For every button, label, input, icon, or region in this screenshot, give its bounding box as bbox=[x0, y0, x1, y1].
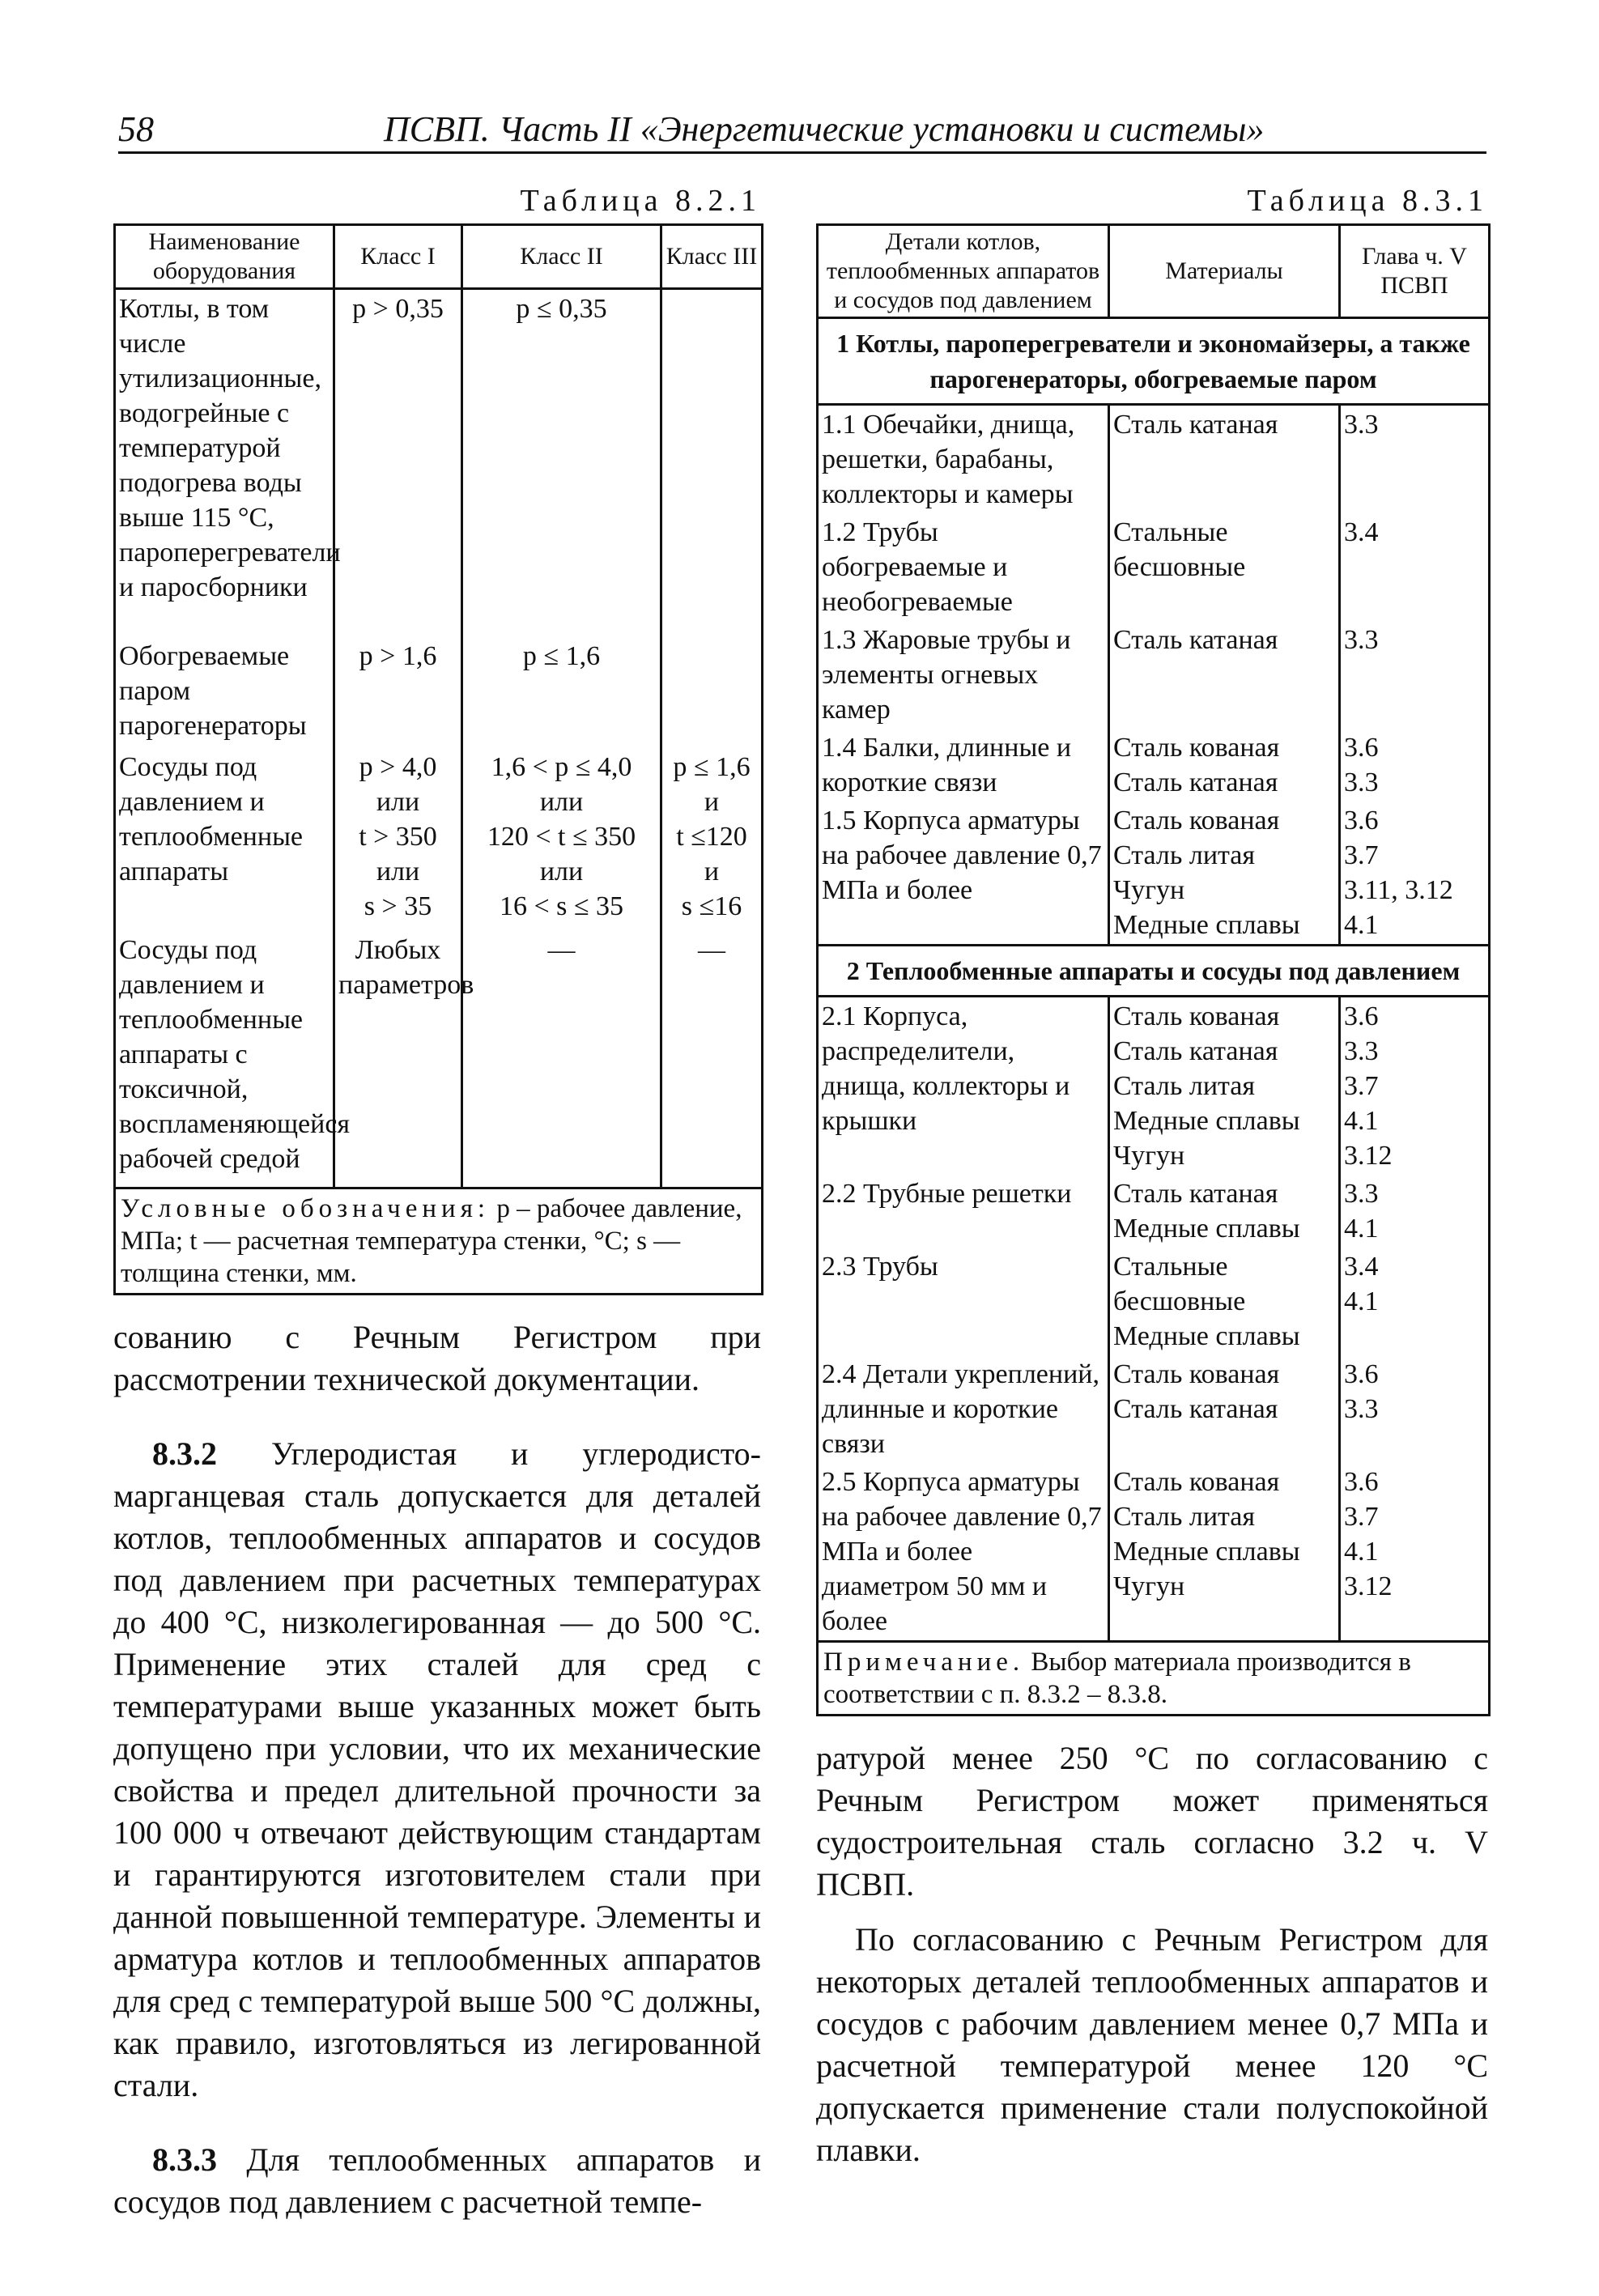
equipment-cell: Сосуды под давлением и теплообменные аппараты bbox=[115, 748, 334, 931]
section-title: 2 Теплообменные аппараты и сосуды под давлением bbox=[818, 946, 1490, 997]
table-header-cell: Глава ч. V ПСВП bbox=[1340, 225, 1490, 318]
table-8-2-1 bbox=[113, 223, 763, 1295]
clause-number: 8.3.2 bbox=[152, 1435, 217, 1472]
class-cell: p > 1,6 bbox=[334, 637, 462, 748]
table-row bbox=[115, 931, 763, 1188]
table-row bbox=[818, 405, 1490, 514]
note-label: Примечание. bbox=[823, 1648, 1025, 1677]
material-cell: Стальные бесшовные bbox=[1109, 513, 1340, 621]
table-row bbox=[818, 1355, 1490, 1463]
table-8-2-1-caption: Таблица 8.2.1 bbox=[520, 184, 761, 218]
table-row bbox=[115, 748, 763, 931]
class-cell: 1,6 < p ≤ 4,0 или 120 < t ≤ 350 или 16 < s ≤ 35 bbox=[462, 748, 661, 931]
legend-label: Условные обозначения: bbox=[121, 1194, 491, 1223]
table-row bbox=[115, 289, 763, 638]
chapter-cell: 3.3 4.1 bbox=[1340, 1175, 1490, 1248]
part-cell: 1.2 Трубы обогреваемые и необогреваемые bbox=[818, 513, 1109, 621]
material-cell: Стальные бесшовные Медные сплавы bbox=[1109, 1248, 1340, 1355]
chapter-cell: 3.6 3.7 4.1 3.12 bbox=[1340, 1463, 1490, 1642]
note-text: Выбор материала производится в соответствии с п. 8.3.2 – 8.3.8. bbox=[823, 1648, 1411, 1709]
chapter-cell: 3.6 3.3 bbox=[1340, 729, 1490, 801]
table-note-row bbox=[818, 1642, 1490, 1716]
table-row bbox=[818, 729, 1490, 801]
clause-text: Углеродистая и углеродисто-марганцевая сталь допускается для деталей котлов, теплообменных аппаратов и сосудов под давлением при расчетных температурах до 400 °С, низколегированная — до 500 °С. Применение этих сталей для сред с температурами выше указанных может быть допущено при условии, что их механические свойства и предел длительной прочности за 100 000 ч отвечают действующим стандартам и гарантируются изготовителем стали при данной повышенной температуре. Элементы и арматура котлов и теплообменных аппаратов для сред с температурой выше 500 °С должны, как правило, изготовляться из легированной стали. bbox=[113, 1435, 761, 2103]
table-row bbox=[818, 997, 1490, 1176]
table-8-3-1-caption: Таблица 8.3.1 bbox=[1247, 184, 1488, 218]
class-cell: p > 4,0 или t > 350 или s > 35 bbox=[334, 748, 462, 931]
class-cell: — bbox=[462, 931, 661, 1188]
paragraph: ратурой менее 250 °С по согласованию с Речным Регистром может применяться судостроительная сталь согласно 3.2 ч. V ПСВП. bbox=[816, 1740, 1488, 1903]
part-cell: 1.5 Корпуса арматуры на рабочее давление 0,7 МПа и более bbox=[818, 801, 1109, 946]
class-cell: p ≤ 1,6 bbox=[462, 637, 661, 748]
class-cell: Любых параметров bbox=[334, 931, 462, 1188]
clause-text: Для теплообменных аппаратов и сосудов под давлением с расчетной темпе- bbox=[113, 2141, 762, 2220]
left-column bbox=[113, 178, 761, 2223]
material-cell: Сталь кованая Сталь катаная Сталь литая Медные сплавы Чугун bbox=[1109, 997, 1340, 1176]
table-header-cell: Класс III bbox=[661, 225, 763, 289]
class-cell: p > 0,35 bbox=[334, 289, 462, 638]
paragraph: сованию с Речным Регистром при рассмотрении технической документации. bbox=[113, 1319, 761, 1397]
equipment-cell: Сосуды под давлением и теплообменные аппараты с токсичной, воспламеняющейся рабочей средой bbox=[115, 931, 334, 1188]
equipment-cell: Обогреваемые паром парогенераторы bbox=[115, 637, 334, 748]
table-header-cell: Класс II bbox=[462, 225, 661, 289]
page-header bbox=[118, 104, 1486, 154]
part-cell: 2.2 Трубные решетки bbox=[818, 1175, 1109, 1248]
table-header-cell: Наименование оборудования bbox=[115, 225, 334, 289]
material-cell: Сталь кованая Сталь литая Чугун Медные сплавы bbox=[1109, 801, 1340, 946]
table-8-3-1 bbox=[816, 223, 1491, 1716]
chapter-cell: 3.6 3.7 3.11, 3.12 4.1 bbox=[1340, 801, 1490, 946]
part-cell: 1.3 Жаровые трубы и элементы огневых камер bbox=[818, 621, 1109, 729]
table-row bbox=[818, 621, 1490, 729]
table-row bbox=[818, 1175, 1490, 1248]
part-cell: 1.1 Обечайки, днища, решетки, барабаны, коллекторы и камеры bbox=[818, 405, 1109, 514]
paragraph-8-3-3 bbox=[113, 2139, 761, 2223]
table-section-row bbox=[818, 318, 1490, 405]
part-cell: 2.5 Корпуса арматуры на рабочее давление 0,7 МПа и более диаметром 50 мм и более bbox=[818, 1463, 1109, 1642]
table-header-cell: Детали котлов, теплообменных аппаратов и сосудов под давлением bbox=[818, 225, 1109, 318]
table-row bbox=[818, 1248, 1490, 1355]
page-number: 58 bbox=[118, 109, 154, 149]
class-cell: p ≤ 0,35 bbox=[462, 289, 661, 638]
clause-number: 8.3.3 bbox=[152, 2141, 217, 2178]
section-title: 1 Котлы, пароперегреватели и экономайзеры, а также парогенераторы, обогреваемые паром bbox=[818, 318, 1490, 405]
chapter-cell: 3.3 bbox=[1340, 621, 1490, 729]
material-cell: Сталь катаная bbox=[1109, 405, 1340, 514]
table-legend-row bbox=[115, 1188, 763, 1295]
class-cell: — bbox=[661, 931, 763, 1188]
paragraph-8-3-2 bbox=[113, 1433, 761, 2107]
chapter-cell: 3.4 bbox=[1340, 513, 1490, 621]
material-cell: Сталь кованая Сталь литая Медные сплавы Чугун bbox=[1109, 1463, 1340, 1642]
table-row bbox=[115, 637, 763, 748]
table-section-row bbox=[818, 946, 1490, 997]
paragraph: По согласованию с Речным Регистром для некоторых деталей теплообменных аппаратов и сосудов с рабочим давлением менее 0,7 МПа и расчетной температурой менее 120 °С допускается применение стали полуспокойной плавки. bbox=[816, 1921, 1488, 2168]
equipment-cell: Котлы, в том числе утилизационные, водогрейные с температурой подогрева воды выше 115 °С, пароперегреватели и паросборники bbox=[115, 289, 334, 638]
legend-text: p – рабочее давление, МПа; t — расчетная температура стенки, °С; s — толщина стенки, мм. bbox=[121, 1194, 742, 1288]
table-row bbox=[818, 513, 1490, 621]
chapter-cell: 3.6 3.3 3.7 4.1 3.12 bbox=[1340, 997, 1490, 1176]
chapter-cell: 3.6 3.3 bbox=[1340, 1355, 1490, 1463]
material-cell: Сталь кованая Сталь катаная bbox=[1109, 1355, 1340, 1463]
right-column bbox=[816, 178, 1488, 2171]
running-title: ПСВП. Часть II «Энергетические установки и системы» bbox=[384, 109, 1265, 149]
chapter-cell: 3.4 4.1 bbox=[1340, 1248, 1490, 1355]
table-header-cell: Материалы bbox=[1109, 225, 1340, 318]
material-cell: Сталь катаная bbox=[1109, 621, 1340, 729]
part-cell: 2.4 Детали укреплений, длинные и короткие связи bbox=[818, 1355, 1109, 1463]
table-row bbox=[818, 1463, 1490, 1642]
part-cell: 2.1 Корпуса, распределители, днища, коллекторы и крышки bbox=[818, 997, 1109, 1176]
class-cell bbox=[661, 637, 763, 748]
chapter-cell: 3.3 bbox=[1340, 405, 1490, 514]
material-cell: Сталь кованая Сталь катаная bbox=[1109, 729, 1340, 801]
table-header-cell: Класс I bbox=[334, 225, 462, 289]
part-cell: 1.4 Балки, длинные и короткие связи bbox=[818, 729, 1109, 801]
table-row bbox=[818, 801, 1490, 946]
part-cell: 2.3 Трубы bbox=[818, 1248, 1109, 1355]
class-cell bbox=[661, 289, 763, 638]
table-note bbox=[818, 1642, 1490, 1716]
class-cell: p ≤ 1,6 и t ≤120 и s ≤16 bbox=[661, 748, 763, 931]
table-legend bbox=[115, 1188, 763, 1295]
material-cell: Сталь катаная Медные сплавы bbox=[1109, 1175, 1340, 1248]
